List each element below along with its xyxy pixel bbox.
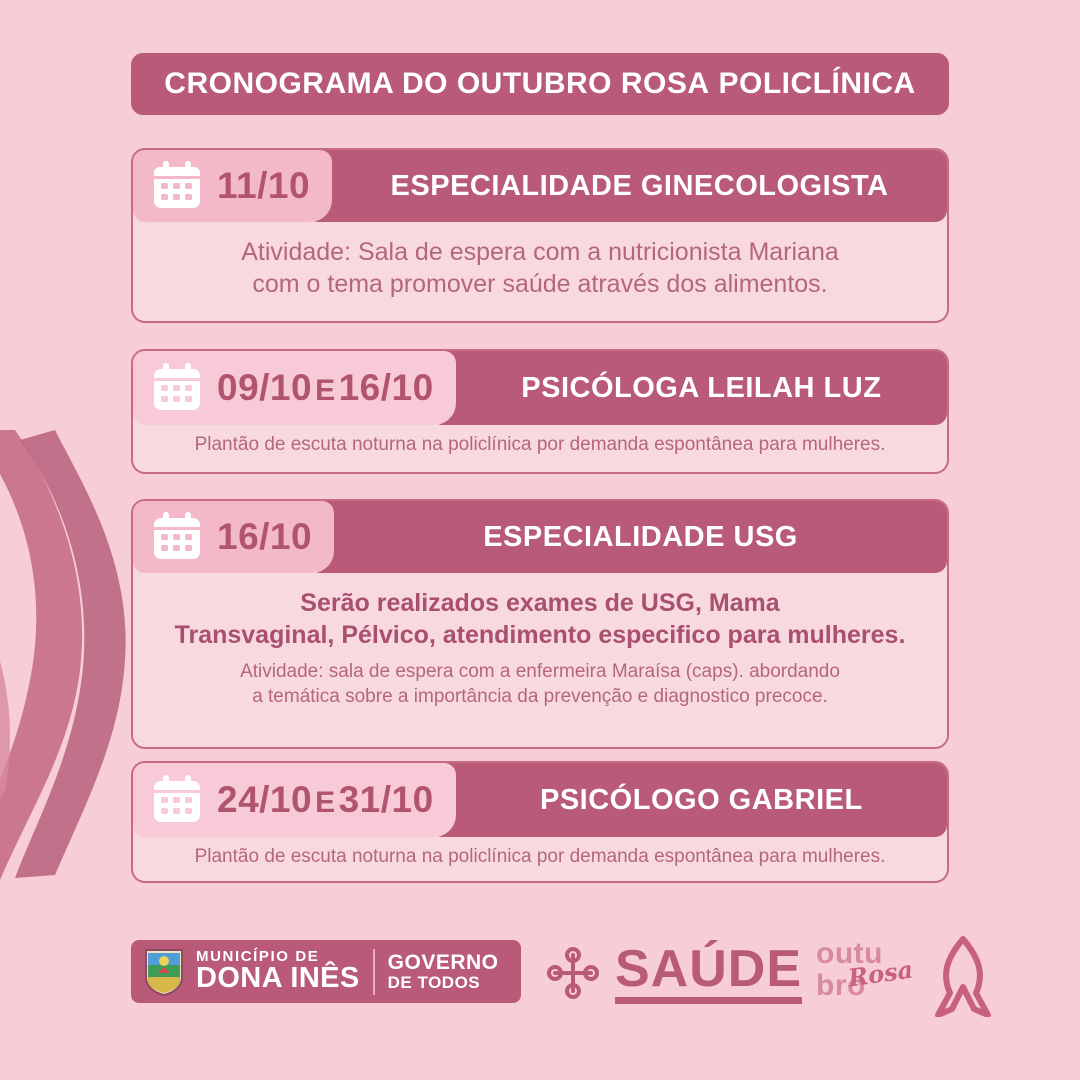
date-chip — [133, 501, 334, 573]
page-title-light: CRONOGRAMA DO OUTUBRO ROSA — [164, 67, 710, 100]
card-date — [217, 779, 434, 821]
municipality-name — [196, 949, 360, 994]
calendar-icon — [151, 161, 203, 211]
schedule-card — [131, 761, 949, 883]
card-header — [133, 150, 947, 222]
card-header — [133, 351, 947, 425]
schedule-card — [131, 148, 949, 323]
outubro-rosa-logo — [810, 933, 1000, 1018]
government-slogan — [388, 952, 499, 992]
outubro-logo-script: Rosa — [846, 954, 915, 993]
card-body-line: Atividade: Sala de espera com a nutricionista Mariana — [241, 238, 839, 266]
municipality-label: MUNICÍPIO DE — [196, 948, 320, 966]
health-cross-icon — [545, 945, 601, 1003]
card-date-part-2: 31/10 — [338, 779, 434, 820]
calendar-icon — [151, 775, 203, 825]
page-title-bar — [131, 53, 949, 115]
card-date: 11/10 — [217, 165, 311, 206]
card-date — [217, 367, 434, 409]
municipality-value: DONA INÊS — [196, 962, 360, 995]
card-body-line: Plantão de escuta noturna na policlínica por demanda espontânea para mulheres. — [194, 846, 886, 867]
footer — [0, 925, 1080, 1035]
saude-wordmark: SAÚDE — [615, 943, 802, 1004]
outubro-logo-top: outu — [816, 937, 883, 970]
card-header — [133, 763, 947, 837]
card-body-line: Serão realizados exames de USG, Mama — [300, 589, 780, 617]
government-logo — [131, 940, 521, 1003]
calendar-icon — [151, 363, 203, 413]
card-date-separator: E — [315, 786, 336, 819]
calendar-icon — [151, 512, 203, 562]
health-department-logo — [545, 940, 803, 1004]
card-body-subline: Atividade: sala de espera com a enfermeira Maraísa (caps). abordando — [240, 661, 840, 682]
card-date: 16/10 — [217, 516, 313, 557]
card-body-subline: a temática sobre a importância da prevenção e diagnostico precoce. — [252, 685, 828, 707]
government-slogan-line2: DE TODOS — [387, 972, 481, 992]
page-title-bold: POLICLÍNICA — [718, 67, 916, 100]
card-date-part-1: 09/10 — [217, 367, 313, 408]
card-body — [133, 573, 947, 727]
schedule-card — [131, 349, 949, 474]
card-date-part-1: 24/10 — [217, 779, 313, 820]
logo-divider — [373, 949, 375, 995]
outubro-logo-bottom: bro — [816, 969, 866, 1002]
schedule-card — [131, 499, 949, 749]
government-slogan-line1: GOVERNO — [387, 950, 499, 974]
card-body — [133, 837, 947, 887]
card-header — [133, 501, 947, 573]
card-date-part-2: 16/10 — [338, 367, 434, 408]
card-body — [133, 222, 947, 318]
date-chip — [133, 150, 332, 222]
card-title: ESPECIALIDADE USG — [308, 501, 947, 573]
card-body-line: Transvaginal, Pélvico, atendimento especifico para mulheres. — [174, 621, 906, 649]
card-body-line: Plantão de escuta noturna na policlínica por demanda espontânea para mulheres. — [194, 434, 886, 455]
date-chip — [133, 763, 456, 837]
card-title: PSICÓLOGA LEILAH LUZ — [430, 351, 947, 425]
card-title: ESPECIALIDADE GINECOLOGISTA — [306, 150, 947, 222]
date-chip — [133, 351, 456, 425]
card-date-separator: E — [315, 374, 336, 407]
card-body — [133, 425, 947, 475]
coat-of-arms-icon — [142, 947, 186, 997]
card-title: PSICÓLOGO GABRIEL — [430, 763, 947, 837]
card-body-line: com o tema promover saúde através dos alimentos. — [252, 270, 828, 298]
pink-ribbon-icon — [928, 935, 998, 1017]
